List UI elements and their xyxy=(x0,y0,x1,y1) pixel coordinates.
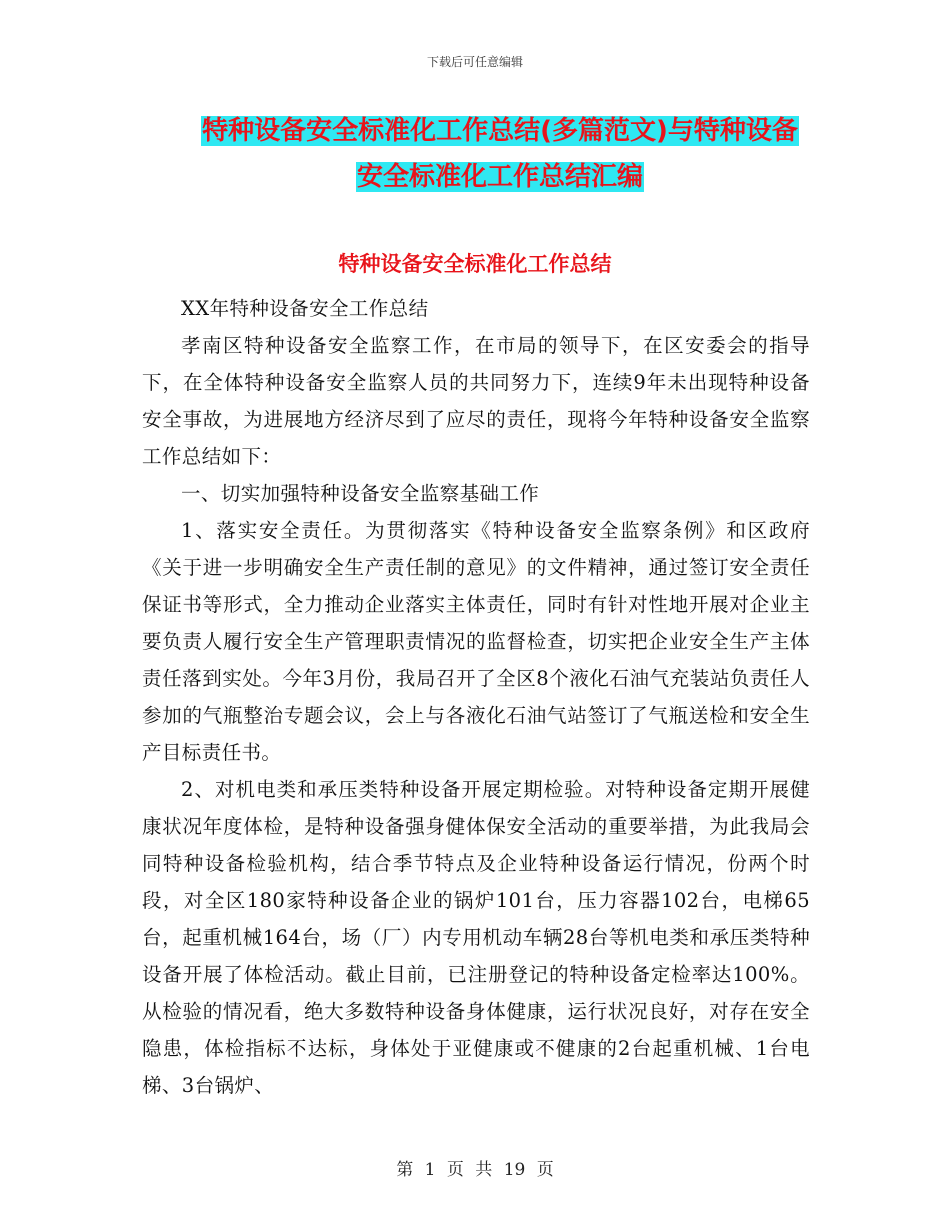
document-title-line-2: 安全标准化工作总结汇编 xyxy=(356,162,643,192)
section-title: 特种设备安全标准化工作总结 xyxy=(338,252,612,276)
document-body xyxy=(142,290,810,1104)
header-note: 下载后可任意编辑 xyxy=(426,55,523,69)
paragraph-heading-1: 一、切实加强特种设备安全监察基础工作 xyxy=(181,482,540,505)
document-title xyxy=(150,108,850,200)
paragraph-item-2: 2、对机电类和承压类特种设备开展定期检验。对特种设备定期开展健康状况年度体检，是特种设备强身健体保安全活动的重要举措，为此我局会同特种设备检验机构，结合季节特点及企业特种设备运行情况，份两个时段，对全区180家特种设备企业的锅炉101台，压力容器102台，电梯65台，起重机械164台，场（厂）内专用机动车辆28台等机电类和承压类特种设备开展了体检活动。截止目前，已注册登记的特种设备定检率达100%。从检验的情况看，绝大多数特种设备身体健康，运行状况良好，对存在安全隐患，体检指标不达标，身体处于亚健康或不健康的2台起重机械、1台电梯、3台锅炉、 xyxy=(142,778,810,1097)
paragraph-intro: 孝南区特种设备安全监察工作，在市局的领导下，在区安委会的指导下，在全体特种设备安全监察人员的共同努力下，连续9年未出现特种设备安全事故，为进展地方经济尽到了应尽的责任，现将今年特种设备安全监察工作总结如下： xyxy=(142,334,810,468)
page-number-footer: 第 1 页 共 19 页 xyxy=(396,1160,554,1180)
paragraph-subtitle: XX年特种设备安全工作总结 xyxy=(181,297,429,320)
document-title-line-1: 特种设备安全标准化工作总结(多篇范文)与特种设备 xyxy=(202,116,798,146)
paragraph-item-1: 1、落实安全责任。为贯彻落实《特种设备安全监察条例》和区政府《关于进一步明确安全生产责任制的意见》的文件精神，通过签订安全责任保证书等形式，全力推动企业落实主体责任，同时有针对性地开展对企业主要负责人履行安全生产管理职责情况的监督检查，切实把企业安全生产主体责任落到实处。今年3月份，我局召开了全区8个液化石油气充装站负责任人参加的气瓶整治专题会议，会上与各液化石油气站签订了气瓶送检和安全生产目标责任书。 xyxy=(142,519,810,764)
